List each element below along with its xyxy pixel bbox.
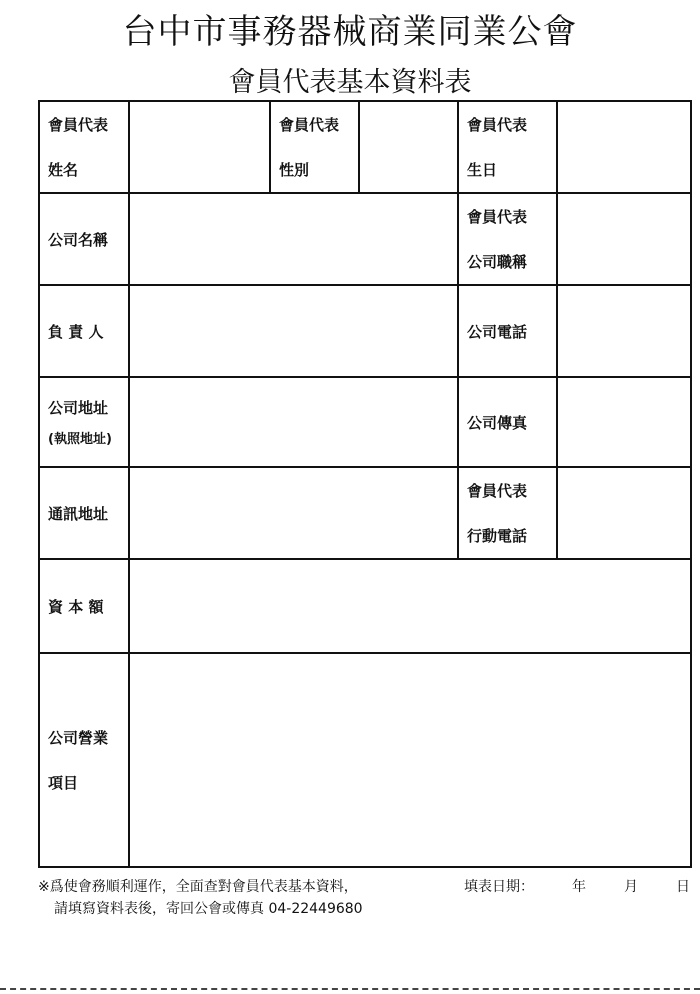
label-rep-mobile: 會員代表 行動電話 [458,467,557,559]
footer-note-line1: ※爲使會務順利運作，全面查對會員代表基本資料， [38,879,358,895]
field-capital[interactable] [129,559,691,653]
field-business-items[interactable] [129,653,691,867]
label-mail-address: 通訊地址 [39,467,129,559]
fill-date-label: 填表日期： [464,879,534,895]
footer-note-line2: 請填寫資料表後，寄回公會或傳真 04-22449680 [54,901,363,917]
field-gender[interactable] [359,101,458,193]
form-footer [38,876,690,920]
label-company-name: 公司名稱 [39,193,129,285]
field-company-address[interactable] [129,377,458,467]
field-rep-title[interactable] [557,193,691,285]
field-rep-name[interactable] [129,101,270,193]
field-birthday[interactable] [557,101,691,193]
fill-date-day: 日 [676,879,690,895]
scan-edge-line [0,988,700,992]
label-rep-name: 會員代表 姓名 [39,101,129,193]
member-rep-form [38,100,692,868]
fill-date-year: 年 [572,879,586,895]
label-company-address: 公司地址 (執照地址) [39,377,129,467]
field-company-phone[interactable] [557,285,691,377]
label-birthday: 會員代表 生日 [458,101,557,193]
label-company-phone: 公司電話 [458,285,557,377]
label-company-fax: 公司傳真 [458,377,557,467]
label-owner: 負 責 人 [39,285,129,377]
field-company-fax[interactable] [557,377,691,467]
field-rep-mobile[interactable] [557,467,691,559]
label-gender: 會員代表 性別 [270,101,359,193]
label-capital: 資 本 額 [39,559,129,653]
field-company-name[interactable] [129,193,458,285]
form-title: 台中市事務器械商業同業公會 [122,12,578,52]
form-subtitle: 會員代表基本資料表 [228,67,472,98]
field-owner[interactable] [129,285,458,377]
fill-date [464,876,690,898]
label-business-items: 公司營業 項目 [39,653,129,867]
label-rep-title: 會員代表 公司職稱 [458,193,557,285]
field-mail-address[interactable] [129,467,458,559]
fill-date-month: 月 [624,879,638,895]
